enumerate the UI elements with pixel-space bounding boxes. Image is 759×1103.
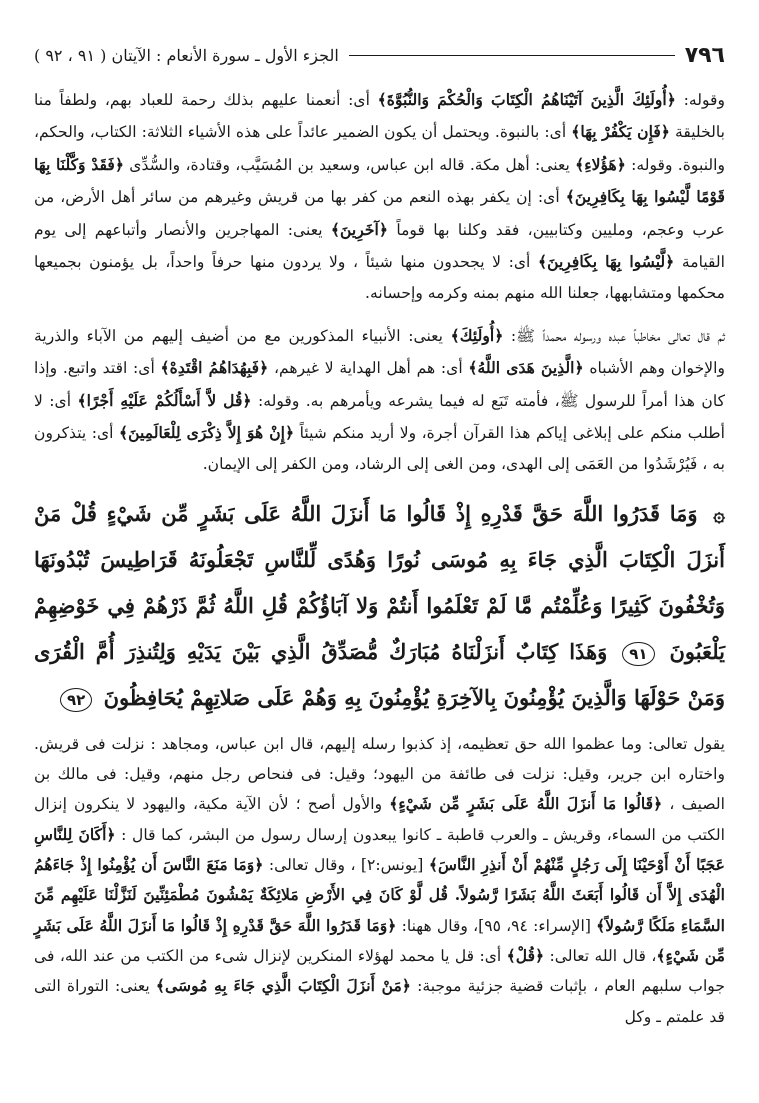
text-run: يعنى: المهاجرين والأنصار وأتباعهم إلى يوم القيامة [34,220,725,272]
text-run: وقوله: [675,91,725,109]
text-run: أى: أنعمنا عليهم بذلك رحمة للعباد بهم، ولطفاً منا بالخليقة [34,91,725,142]
quran-quote: ﴿هَؤُلاءِ﴾ [575,154,626,174]
text-run: أى: لا يجحدون منها شيئاً ، ولا يردون منها حرفاً واحداً، بل يؤمنون بجميعها محكمها ومتشابهها، جعلنا الله منهم بمنه وكرمه وإحسانه. [34,253,725,303]
page-number: ٧٩٦ [684,42,725,68]
running-head: الجزء الأول ـ سورة الأنعام : الآيتان ( ٩١ ، ٩٢ ) [34,45,339,65]
text-run: أى: يتذكرون به ، فَيُرْشَدُوا من العَمَى إلى الهدى، ومن الغى إلى الرشاد، ومن الكفر إلى الإيمان. [34,424,725,474]
text-run: أى: هم أهل الهداية لا غيرهم، [268,359,469,378]
text-run: يقول تعالى: وما عظموا الله حق تعظيمه، إذ كذبوا رسله إليهم، قال ابن عباس، ومجاهد : نزلت فى قريش. واختاره ابن جرير، وقيل: نزلت فى طائفة من اليهود؛ وقيل: فى فنحاص رجل منهم، وقيل: فى مالك بن الصيف ، [34,734,725,814]
quran-quote: ﴿إِنْ هُوَ إِلاَّ ذِكْرَى لِلْعَالَمِينَ﴾ [119,423,295,443]
quran-quote: ﴿مَنْ أَنزَلَ الْكِتَابَ الَّذِي جَاءَ بِهِ مُوسَى﴾ [155,976,411,996]
tafsir-paragraph [34,729,725,1032]
verse-number-mark: ٩٢ [60,688,92,712]
text-run: يعنى: الأنبياء المذكورين مع من أضيف إليهم من الآباء والذرية والإخوان وهم الأشباه [34,326,725,378]
commentary-paragraph [34,320,725,481]
verse-start-mark: ۞ [713,501,726,526]
verse-number-mark: ٩١ [622,642,654,666]
quran-quote: ﴿أَكَانَ لِلنَّاسِ عَجَبًا أَنْ أَوْحَيْنَا إِلَى رَجُلٍ مِّنْهُمْ أَنْ أَنذِرِ النَّاسَ﴾ [34,824,725,875]
commentary-block [34,84,725,481]
quran-quote: ﴿وَمَا مَنَعَ النَّاسَ أَن يُؤْمِنُوا إِذْ جَاءَهُمُ الْهُدَى إِلاَّ أَن قَالُوا أَبَعَثَ اللَّهُ بَشَرًا رَّسُولاً. قُل لَّوْ كَانَ فِي الأَرْضِ مَلائِكَةٌ يَمْشُونَ مُطْمَئِنِّينَ لَنَزَّلْنَا عَلَيْهِم مِّنَ السَّمَاءِ مَلَكًا رَّسُولاً﴾ [34,855,726,935]
text-run: ثم قال تعالى مخاطباً عبده ورسوله محمداً ﷺ: [503,326,725,345]
quran-quote: ﴿أُولَئِكَ الَّذِينَ آتَيْنَاهُمُ الْكِتَابَ وَالْحُكْمَ وَالنُّبُوَّةَ﴾ [377,90,676,109]
quran-quote: ﴿فَبِهُدَاهُمُ اقْتَدِهْ﴾ [160,358,269,378]
text-run: أى: لا أطلب منكم على إبلاغى إياكم هذا القرآن أجرة، ولا أريد منكم شيئاً [34,391,725,443]
text-run: [يونس:٢] ، وقال تعالى: [263,856,429,875]
quran-quote: ﴿قُلْ﴾ [506,945,545,965]
quran-quote: ﴿فَقَدْ وَكَّلْنَا بِهَا قَوْمًا لَّيْسُوا بِهَا بِكَافِرِينَ﴾ [34,154,726,207]
quran-quote: ﴿الَّذِينَ هَدَى اللَّهُ﴾ [468,358,584,378]
text-run: أى: بالنبوة. ويحتمل أن يكون الضمير عائداً على هذه الأشياء الثلاثة: الكتاب، والحكم، والنبوة. وقوله: [34,123,726,174]
page-header [34,40,725,70]
quran-quote: ﴿قَالُوا مَا أَنزَلَ اللَّهُ عَلَى بَشَرٍ مِّن شَيْءٍ﴾ [389,794,663,814]
text-run: يعنى: أهل مكة. قاله ابن عباس، وسعيد بن المُسَيَّب، وقتادة، والسُّدِّى [124,155,576,174]
quran-verses [34,491,725,721]
verse-text: وَمَا قَدَرُوا اللَّهَ حَقَّ قَدْرِهِ إِذْ قَالُوا مَا أَنزَلَ اللَّهُ عَلَى بَشَرٍ مِّن شَيْءٍ قُلْ مَنْ أَنزَلَ الْكِتَابَ الَّذِي جَاءَ بِهِ مُوسَى نُورًا وَهُدًى لِّلنَّاسِ تَجْعَلُونَهُ قَرَاطِيسَ تُبْدُونَهَا وَتُخْفُونَ كَثِيرًا وَعُلِّمْتُم مَّا لَمْ تَعْلَمُوا أَنتُمْ وَلا آبَاؤُكُمْ قُلِ اللَّهُ ثُمَّ ذَرْهُمْ فِي خَوْضِهِمْ يَلْعَبُونَ [34,500,725,664]
text-run: أى: قل يا محمد لهؤلاء المنكرين لإنزال شىء من الكتب من عند الله، فى جواب سلبهم العام ، بإثبات قضية جزئية موجبة: [34,946,725,996]
header-rule [349,55,675,56]
quran-quote: ﴿أُولَئِكَ﴾ [450,325,504,345]
text-run: يعنى: التوراة التى قد علمتم ـ وكل [34,977,725,1026]
text-run: أى: اقتد واتبع. وإذا كان هذا أمراً للرسول ﷺ، فأمته تَبَع له فيما يشرعه ويأمرهم به. وقوله: [34,359,725,410]
quran-quote: ﴿قُل لاَّ أَسْأَلُكُمْ عَلَيْهِ أَجْرًا﴾ [77,390,252,410]
quran-quote: ﴿آخَرِينَ﴾ [330,219,388,239]
book-page [34,40,725,1093]
text-run: أى: إن يكفر بهذه النعم من كفر بها من قريش وغيرهم من سائر أهل الأرض، من عرب وعجم، ومليين وكتابيين، فقد وكلنا بها قوماً [34,188,725,239]
quran-quote: ﴿لَّيْسُوا بِهَا بِكَافِرِينَ﴾ [537,252,675,272]
text-run: [الإسراء: ٩٤، ٩٥]، وقال ههنا: [396,916,597,935]
quran-quote: ﴿فَإِن يَكْفُرْ بِهَا﴾ [571,122,670,142]
text-run: والأول أصح ؛ لأن الآية مكية، واليهود لا ينكرون إنزال الكتب من السماء، وقريش ـ والعرب قاطبة ـ كانوا يبعدون إرسال رسول من البشر، كما قال : [34,795,725,844]
commentary-paragraph [34,84,725,310]
text-run: ، قال الله تعالى: [544,946,657,965]
verse-text: وَهَذَا كِتَابٌ أَنزَلْنَاهُ مُبَارَكٌ مُّصَدِّقُ الَّذِي بَيْنَ يَدَيْهِ وَلِتُنذِرَ أُمَّ الْقُرَى وَمَنْ حَوْلَهَا وَالَّذِينَ يُؤْمِنُونَ بِالآخِرَةِ يُؤْمِنُونَ بِهِ وَهُمْ عَلَى صَلاتِهِمْ يُحَافِظُونَ [34,638,725,710]
quran-quote: ﴿وَمَا قَدَرُوا اللَّهَ حَقَّ قَدْرِهِ إِذْ قَالُوا مَا أَنزَلَ اللَّهُ عَلَى بَشَرٍ مِّن شَيْءٍ﴾ [34,915,726,965]
